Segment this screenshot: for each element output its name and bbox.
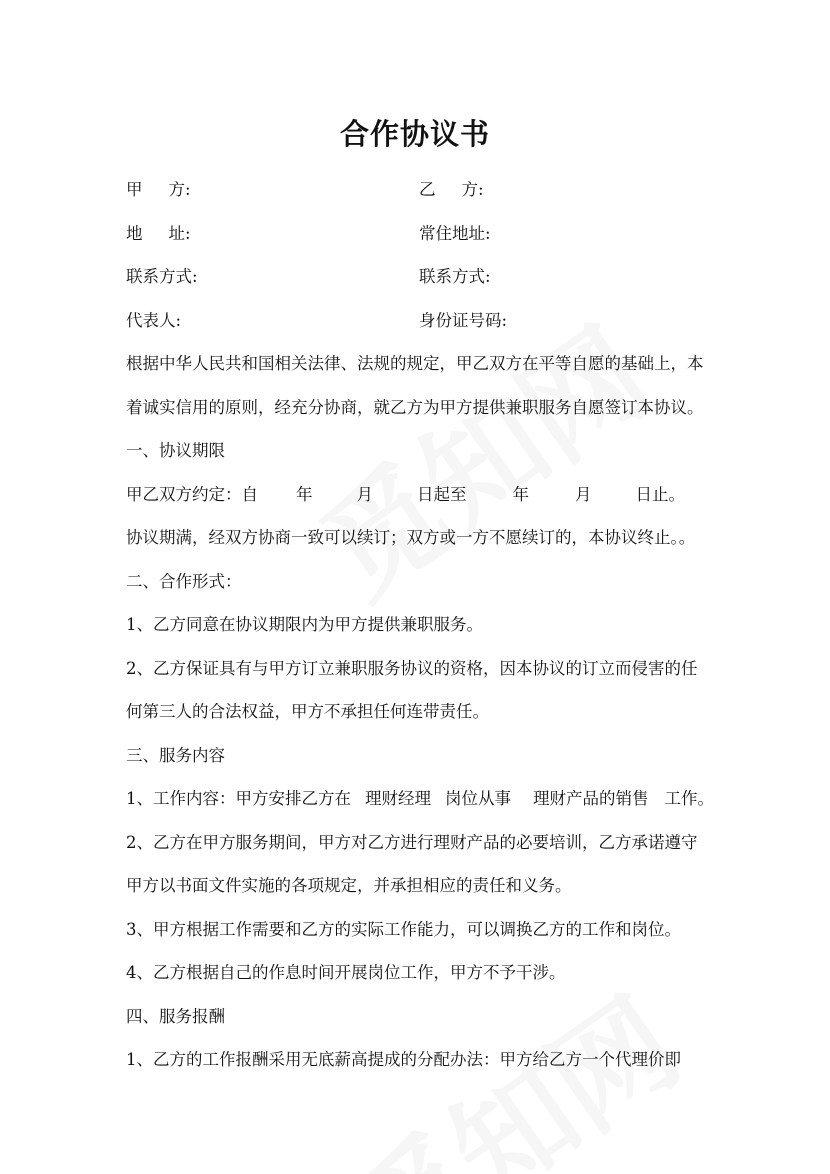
party-b-address-label: 常住地址: (419, 224, 491, 243)
work-content-line (126, 788, 714, 810)
section-heading: 一、协议期限 (126, 441, 225, 460)
party-b-name-label (419, 179, 484, 201)
clause-line: 甲方以书面文件实施的各项规定，并承担相应的责任和义务。 (126, 876, 572, 895)
document-title: 合作协议书 (339, 117, 490, 151)
label-part: 地 (126, 224, 143, 243)
label-part: 乙 (419, 180, 436, 199)
term-text: 甲乙双方约定：自 (126, 485, 258, 504)
intro-paragraph-line: 着诚实信用的原则，经充分协商，就乙方为甲方提供兼职服务自愿签订本协议。 (126, 398, 704, 417)
label-part: 甲 (126, 180, 143, 199)
section-heading: 二、合作形式： (126, 572, 242, 591)
party-a-address-label (126, 223, 191, 245)
intro-paragraph-line: 根据中华人民共和国相关法律、法规的规定，甲乙双方在平等自愿的基础上，本 (126, 354, 704, 373)
clause-line: 2、乙方保证具有与甲方订立兼职服务协议的资格，因本协议的订立而侵害的任 (126, 659, 698, 678)
clause-text: 岗位从事 (445, 789, 511, 808)
label-part: 方: (168, 180, 191, 199)
label-part: 方: (461, 180, 484, 199)
clause-line: 4、乙方根据自己的作息时间开展岗位工作，甲方不予干涉。 (126, 963, 566, 982)
term-text: 年 (512, 485, 529, 504)
party-b-contact-label: 联系方式: (419, 267, 491, 286)
party-a-representative-label: 代表人: (126, 311, 182, 330)
party-a-contact-label: 联系方式: (126, 267, 198, 286)
watermark (283, 282, 677, 629)
term-text: 月 (575, 485, 592, 504)
label-part: 址: (168, 224, 191, 243)
renewal-clause: 协议期满，经双方协商一致可以续订；双方或一方不愿续订的，本协议终止。。 (126, 528, 696, 547)
term-text: 月 (356, 485, 373, 504)
position-value: 理财经理 (365, 789, 431, 808)
term-text: 年 (296, 485, 313, 504)
section-heading: 四、服务报酬 (126, 1007, 225, 1026)
section-heading: 三、服务内容 (126, 746, 225, 765)
work-value: 理财产品的销售 (533, 789, 649, 808)
clause-line: 1、乙方的工作报酬采用无底薪高提成的分配办法：甲方给乙方一个代理价即 (126, 1050, 681, 1069)
clause-text: 1、工作内容：甲方安排乙方在 (126, 789, 351, 808)
clause-line: 何第三人的合法权益，甲方不承担任何连带责任。 (126, 702, 489, 721)
clause-line: 1、乙方同意在协议期限内为甲方提供兼职服务。 (126, 615, 483, 634)
term-text: 日止。 (635, 485, 685, 504)
clause-line: 3、甲方根据工作需要和乙方的实际工作能力，可以调换乙方的工作和岗位。 (126, 920, 681, 939)
party-b-id-number-label: 身份证号码: (419, 311, 508, 330)
agreement-term-line (126, 484, 685, 506)
term-text: 日起至 (417, 485, 467, 504)
clause-line: 2、乙方在甲方服务期间，甲方对乙方进行理财产品的必要培训，乙方承诺遵守 (126, 833, 698, 852)
party-a-name-label (126, 179, 191, 201)
clause-text: 工作。 (664, 789, 714, 808)
